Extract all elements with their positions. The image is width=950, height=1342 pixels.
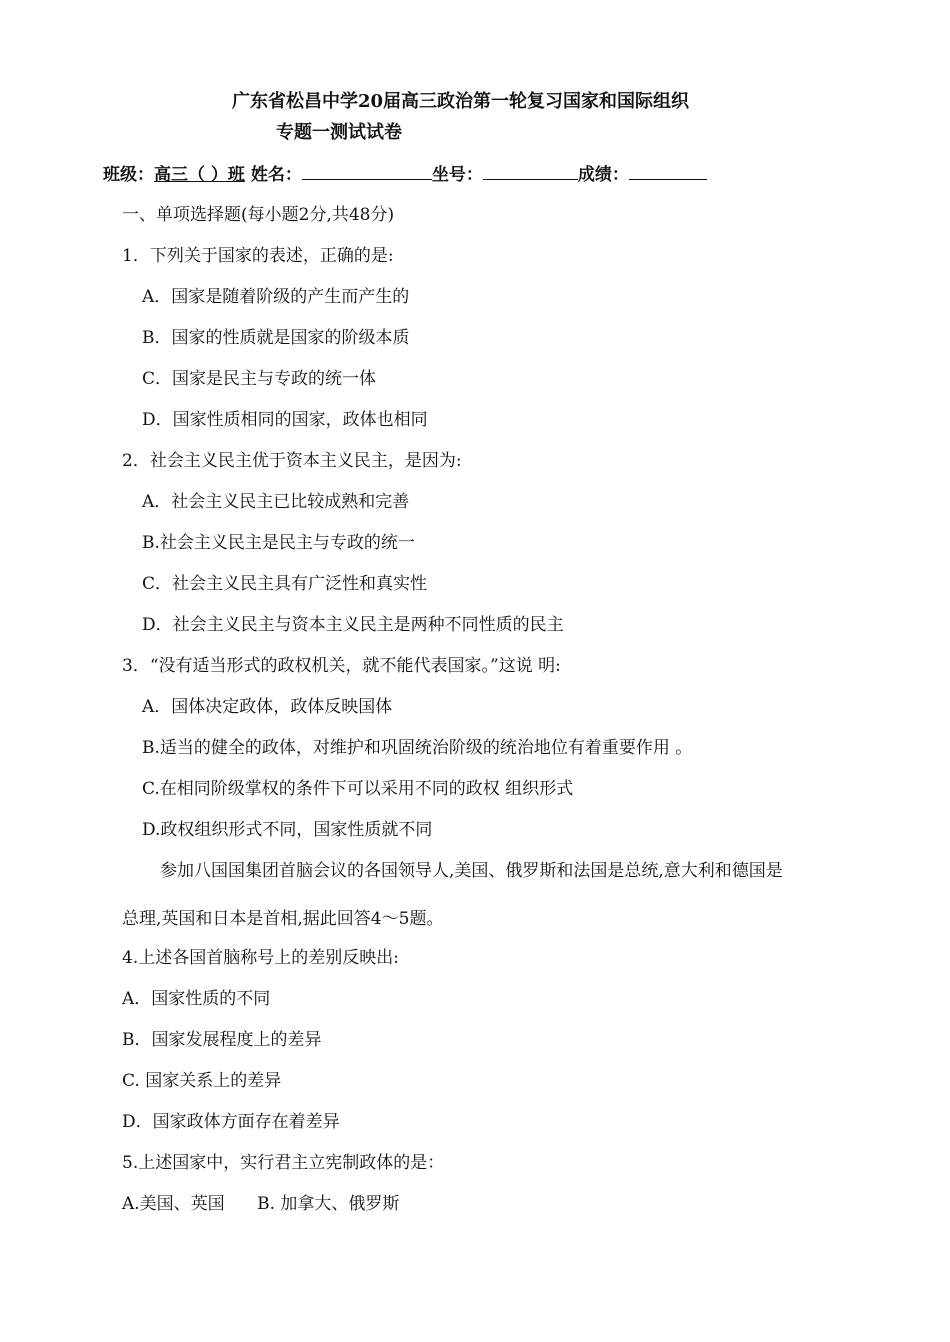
option-row[interactable]: A.美国、英国 B. 加拿大、俄罗斯 — [122, 1194, 400, 1214]
question-stem: 2．社会主义民主优于资本主义民主，是因为: — [122, 451, 462, 471]
option[interactable]: B.适当的健全的政体，对维护和巩固统治阶级的统治地位有着重要作用 。 — [142, 738, 693, 758]
student-info-row — [103, 163, 707, 185]
question-stem: 5.上述国家中，实行君主立宪制政体的是： — [122, 1153, 445, 1173]
option[interactable]: C．社会主义民主具有广泛性和真实性 — [142, 574, 428, 594]
option[interactable]: C. 国家关系上的差异 — [122, 1071, 282, 1091]
option[interactable]: D.政权组织形式不同，国家性质就不同 — [142, 820, 433, 840]
option[interactable]: B．国家发展程度上的差异 — [122, 1030, 322, 1050]
option[interactable]: B．国家的性质就是国家的阶级本质 — [142, 328, 410, 348]
name-field[interactable] — [302, 163, 432, 180]
question-stem: 4.上述各国首脑称号上的差别反映出: — [122, 948, 399, 968]
score-field[interactable] — [629, 163, 707, 180]
option[interactable]: A．社会主义民主已比较成熟和完善 — [142, 492, 410, 512]
option[interactable]: A．国家性质的不同 — [122, 989, 271, 1009]
seat-label: 坐号： — [431, 165, 483, 185]
seat-field[interactable] — [483, 163, 578, 180]
page-title-line1: 广东省松昌中学20届高三政治第一轮复习国家和国际组织 — [232, 91, 690, 112]
name-label: 姓名： — [250, 165, 302, 185]
option[interactable]: C．国家是民主与专政的统一体 — [142, 369, 377, 389]
option[interactable]: D．社会主义民主与资本主义民主是两种不同性质的民主 — [142, 615, 564, 635]
option[interactable]: D．国家性质相同的国家，政体也相同 — [142, 410, 428, 430]
passage-line: 总理,英国和日本是首相,据此回答4～5题。 — [122, 909, 444, 929]
class-label: 班级： — [103, 165, 154, 185]
score-label: 成绩： — [577, 165, 629, 185]
class-value[interactable]: 高三（ ）班 — [154, 165, 245, 185]
question-stem: 1．下列关于国家的表述，正确的是: — [122, 246, 394, 266]
option[interactable]: B.社会主义民主是民主与专政的统一 — [142, 533, 415, 553]
section-heading: 一、单项选择题(每小题2分,共48分) — [122, 205, 395, 225]
question-stem: 3．“没有适当形式的政权机关，就不能代表国家。”这说 明: — [122, 656, 561, 676]
option[interactable]: A．国体决定政体，政体反映国体 — [142, 697, 393, 717]
option[interactable]: A．国家是随着阶级的产生而产生的 — [142, 287, 410, 307]
option[interactable]: D．国家政体方面存在着差异 — [122, 1112, 340, 1132]
page-title-line2: 专题一测试试卷 — [276, 122, 402, 143]
option[interactable]: C.在相同阶级掌权的条件下可以采用不同的政权 组织形式 — [142, 779, 574, 799]
passage-line: 参加八国国集团首脑会议的各国领导人,美国、俄罗斯和法国是总统,意大利和德国是 — [160, 861, 783, 881]
